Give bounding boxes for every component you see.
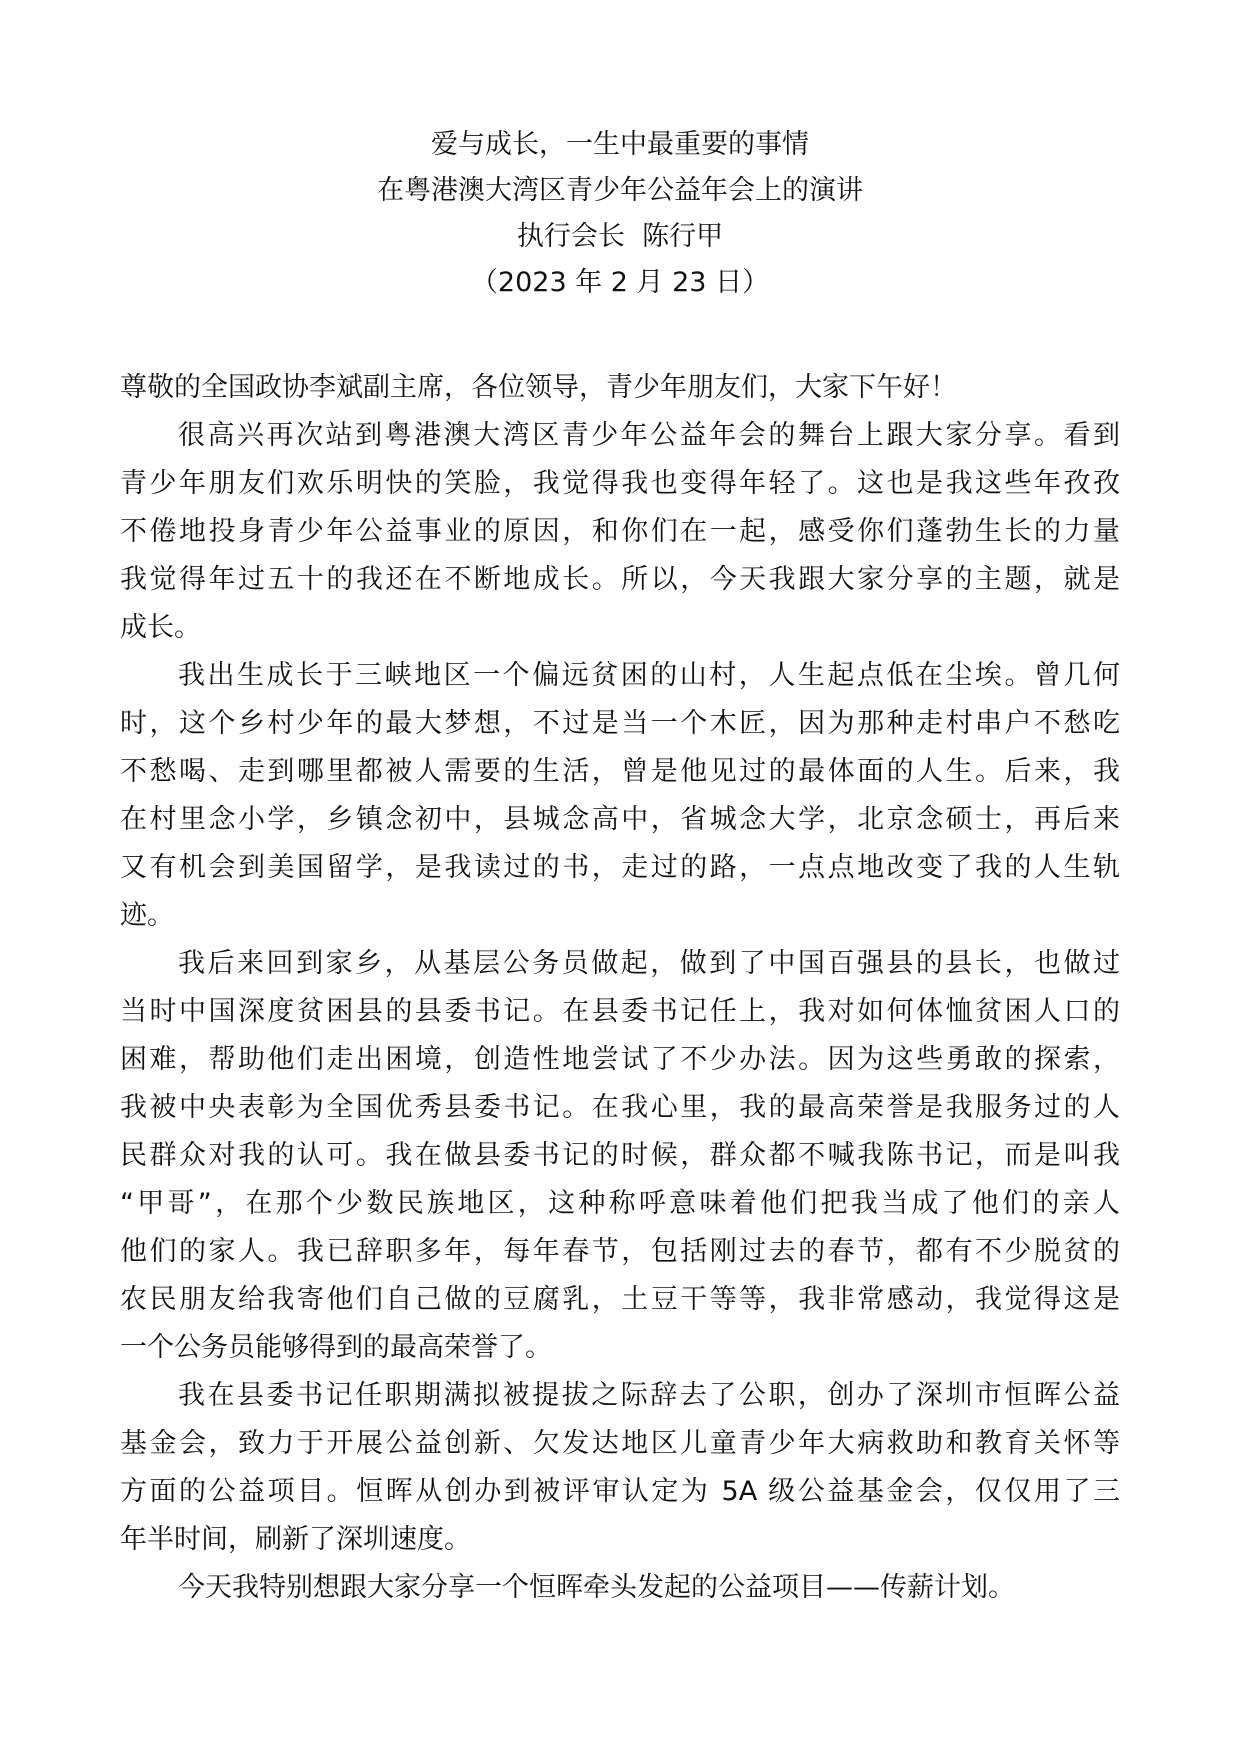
paragraph-line: 时，这个乡村少年的最大梦想，不过是当一个木匠，因为那种走村串户不愁吃 xyxy=(120,708,1120,739)
paragraph-line: 迹。 xyxy=(120,900,174,931)
greeting-paragraph xyxy=(120,364,1120,412)
paragraph-line: 很高兴再次站到粤港澳大湾区青少年公益年会的舞台上跟大家分享。看到 xyxy=(178,420,1120,451)
document-page xyxy=(120,0,1120,1754)
speech-subtitle: 在粤港澳大湾区青少年公益年会上的演讲 xyxy=(377,175,863,206)
paragraph-line: 困难，帮助他们走出困境，创造性地尝试了不少办法。因为这些勇敢的探索， xyxy=(120,1044,1120,1075)
paragraph-line: 尊敬的全国政协李斌副主席，各位领导，青少年朋友们，大家下午好！ xyxy=(120,372,957,403)
paragraph-line: 年半时间，刷新了深圳速度。 xyxy=(120,1524,471,1555)
paragraph-4 xyxy=(120,1372,1120,1564)
speech-body xyxy=(120,364,1120,1612)
paragraph-line: 又有机会到美国留学，是我读过的书，走过的路，一点点地改变了我的人生轨 xyxy=(120,852,1120,883)
paragraph-line: 他们的家人。我已辞职多年，每年春节，包括刚过去的春节，都有不少脱贫的 xyxy=(120,1236,1120,1267)
paragraph-line: 民群众对我的认可。我在做县委书记的时候，群众都不喊我陈书记，而是叫我 xyxy=(120,1140,1120,1171)
paragraph-line: 一个公务员能够得到的最高荣誉了。 xyxy=(120,1332,552,1363)
paragraph-line: 不愁喝、走到哪里都被人需要的生活，曾是他见过的最体面的人生。后来，我 xyxy=(120,756,1120,787)
title-block xyxy=(120,122,1120,306)
paragraph-1 xyxy=(120,412,1120,652)
paragraph-line: 基金会，致力于开展公益创新、欠发达地区儿童青少年大病救助和教育关怀等 xyxy=(120,1428,1120,1459)
speech-date: （2023 年 2 月 23 日） xyxy=(470,267,770,298)
paragraph-line: 成长。 xyxy=(120,612,201,643)
paragraph-line: 当时中国深度贫困县的县委书记。在县委书记任上，我对如何体恤贫困人口的 xyxy=(120,996,1120,1027)
paragraph-line: 不倦地投身青少年公益事业的原因，和你们在一起，感受你们蓬勃生长的力量 xyxy=(120,516,1120,547)
paragraph-line: 方面的公益项目。恒晖从创办到被评审认定为 5A 级公益基金会，仅仅用了三 xyxy=(120,1476,1120,1507)
paragraph-5 xyxy=(120,1564,1120,1612)
paragraph-2 xyxy=(120,652,1120,940)
paragraph-line: 我在县委书记任职期满拟被提拔之际辞去了公职，创办了深圳市恒晖公益 xyxy=(178,1380,1120,1411)
paragraph-line: 我觉得年过五十的我还在不断地成长。所以，今天我跟大家分享的主题，就是 xyxy=(120,564,1120,595)
paragraph-line: 我出生成长于三峡地区一个偏远贫困的山村，人生起点低在尘埃。曾几何 xyxy=(178,660,1120,691)
paragraph-line: 我后来回到家乡，从基层公务员做起，做到了中国百强县的县长，也做过 xyxy=(178,948,1120,979)
paragraph-line: 在村里念小学，乡镇念初中，县城念高中，省城念大学，北京念硕士，再后来 xyxy=(120,804,1120,835)
paragraph-3 xyxy=(120,940,1120,1372)
paragraph-line: 青少年朋友们欢乐明快的笑脸，我觉得我也变得年轻了。这也是我这些年孜孜 xyxy=(120,468,1120,499)
paragraph-line: 农民朋友给我寄他们自己做的豆腐乳，土豆干等等，我非常感动，我觉得这是 xyxy=(120,1284,1120,1315)
paragraph-line: 今天我特别想跟大家分享一个恒晖牵头发起的公益项目——传薪计划。 xyxy=(178,1572,1015,1603)
speech-title: 爱与成长，一生中最重要的事情 xyxy=(431,129,809,160)
speaker-line: 执行会长 陈行甲 xyxy=(516,221,724,252)
paragraph-line: “甲哥”，在那个少数民族地区，这种称呼意味着他们把我当成了他们的亲人 xyxy=(120,1188,1120,1219)
paragraph-line: 我被中央表彰为全国优秀县委书记。在我心里，我的最高荣誉是我服务过的人 xyxy=(120,1092,1120,1123)
